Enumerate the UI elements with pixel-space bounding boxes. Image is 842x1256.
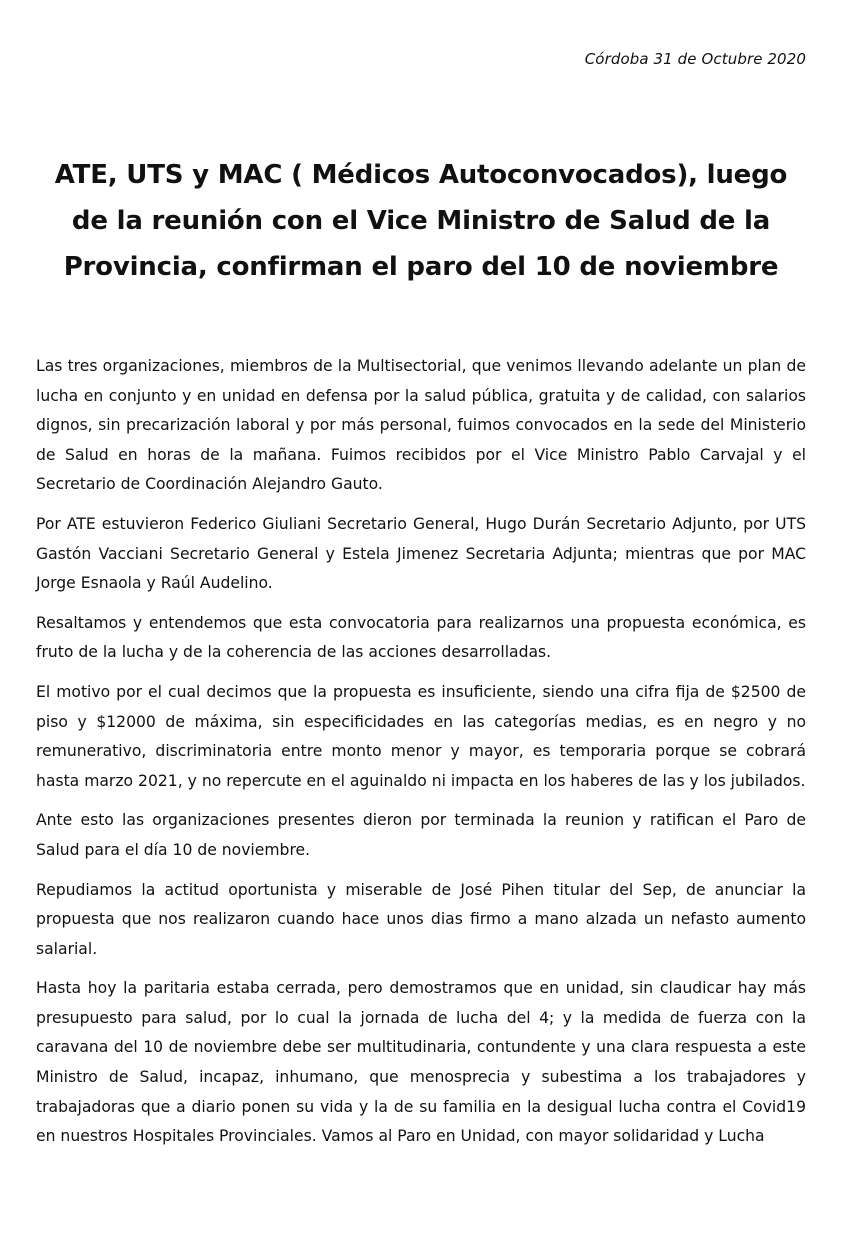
paragraph: Por ATE estuvieron Federico Giuliani Secretario General, Hugo Durán Secretario Adjunto, por UTS Gastón Vacciani Secretario General y Estela Jimenez Secretaria Adjunta; mientras que por MAC Jorge Esnaola y Raúl Audelino. xyxy=(36,514,806,593)
paragraph: Resaltamos y entendemos que esta convocatoria para realizarnos una propuesta económica, es fruto de la lucha y de la coherencia de las acciones desarrolladas. xyxy=(36,613,806,662)
document-body xyxy=(36,352,806,1162)
document-date: Córdoba 31 de Octubre 2020 xyxy=(584,50,806,68)
document-title: ATE, UTS y MAC ( Médicos Autoconvocados), luego de la reunión con el Vice Ministro de Salud de la Provincia, confirman el paro del 10 de noviembre xyxy=(54,160,788,282)
paragraph: Ante esto las organizaciones presentes dieron por terminada la reunion y ratifican el Paro de Salud para el día 10 de noviembre. xyxy=(36,811,806,859)
paragraph: Hasta hoy la paritaria estaba cerrada, pero demostramos que en unidad, sin claudicar hay más presupuesto para salud, por lo cual la jornada de lucha del 4; y la medida de fuerza con la caravana del 10 de noviembre debe ser multitudinaria, contundente y una clara respuesta a este Ministro de Salud, incapaz, inhumano, que menosprecia y subestima a los trabajadores y trabajadoras que a diario ponen su vida y la de su familia en la desigual lucha contra el Covid19 en nuestros Hospitales Provinciales. Vamos al Paro en Unidad, con mayor solidaridad y Lucha xyxy=(36,979,806,1146)
paragraph: Las tres organizaciones, miembros de la Multisectorial, que venimos llevando adelante un plan de lucha en conjunto y en unidad en defensa por la salud pública, gratuita y de calidad, con salarios dignos, sin precarización laboral y por más personal, fuimos convocados en la sede del Ministerio de Salud en horas de la mañana. Fuimos recibidos por el Vice Ministro Pablo Carvajal y el Secretario de Coordinación Alejandro Gauto. xyxy=(36,357,806,494)
paragraph: Repudiamos la actitud oportunista y miserable de José Pihen titular del Sep, de anunciar la propuesta que nos realizaron cuando hace unos dias firmo a mano alzada un nefasto aumento salarial. xyxy=(36,880,806,958)
paragraph: El motivo por el cual decimos que la propuesta es insuficiente, siendo una cifra fija de $2500 de piso y $12000 de máxima, sin especificidades en las categorías medias, es en negro y no remunerativo, discriminatoria entre monto menor y mayor, es temporaria porque se cobrará hasta marzo 2021, y no repercute en el aguinaldo ni impacta en los haberes de las y los jubilados. xyxy=(36,682,806,790)
